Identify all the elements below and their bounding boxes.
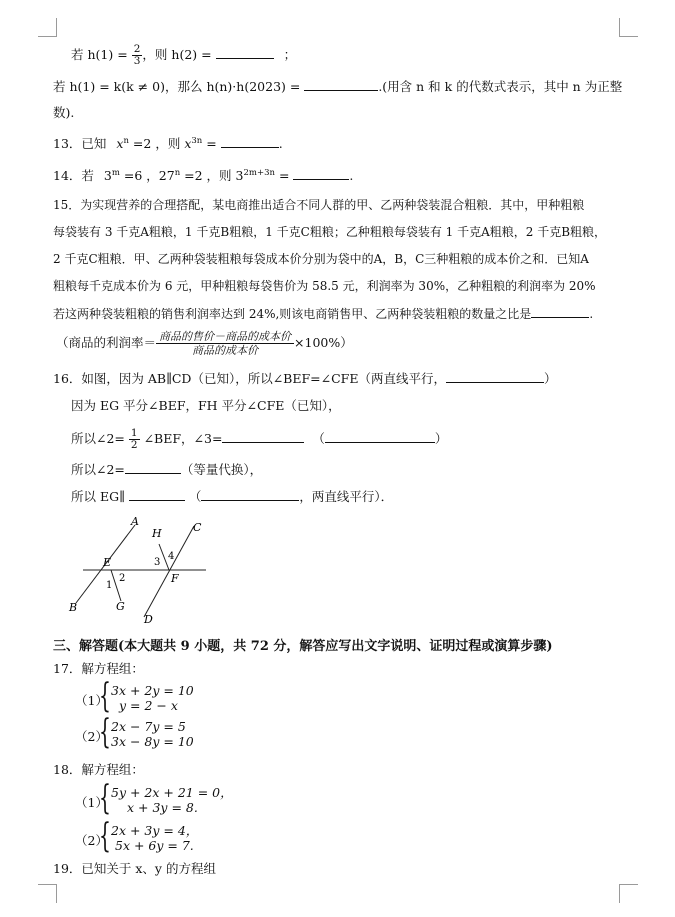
question-16-line1: 16．如图，因为 AB∥CD（已知），所以∠BEF=∠CFE（两直线平行， ）: [53, 371, 557, 386]
answer-blank[interactable]: [293, 166, 349, 180]
question-19: 19．已知关于 x、y 的方程组: [53, 861, 216, 876]
answer-blank[interactable]: [125, 460, 181, 474]
corner-mark-bottom-left: [38, 884, 57, 903]
angle-1-label: 1: [106, 580, 113, 591]
corner-mark-bottom-right: [619, 884, 638, 903]
parallel-lines-figure: [60, 513, 220, 625]
label-F: F: [171, 572, 179, 585]
label-C: C: [193, 521, 202, 534]
label-A: A: [131, 515, 139, 528]
answer-blank[interactable]: [216, 45, 274, 59]
label-D: D: [144, 613, 153, 625]
answer-blank[interactable]: [446, 369, 544, 383]
section-3-heading: 三、解答题(本大题共 9 小题，共 72 分，解答应写出文字说明、证明过程或演算步骤): [53, 639, 553, 654]
question-13: 13．已知 $x^n =2$ ，则 $x^{3n}$ = .: [53, 136, 283, 151]
answer-blank[interactable]: [129, 487, 185, 501]
answer-blank[interactable]: [221, 134, 279, 148]
question-15-line1: 15．为实现营养的合理搭配，某电商推出适合不同人群的甲、乙两种袋装混合粗粮．其中，甲种粗粮: [53, 198, 585, 212]
angle-4-label: 4: [168, 551, 175, 562]
answer-blank[interactable]: [201, 487, 299, 501]
label-H: H: [152, 527, 162, 540]
label-G: G: [116, 600, 125, 613]
label-E: E: [103, 556, 112, 569]
angle-3-label: 3: [154, 557, 161, 568]
angle-2-label: 2: [119, 573, 126, 584]
answer-blank[interactable]: [325, 429, 435, 443]
question-18: 18．解方程组：: [53, 762, 144, 777]
q12-fraction: $\frac{2}{3}$: [133, 43, 141, 67]
corner-mark-top-right: [619, 18, 638, 37]
q12-part-b: 若 h(1) = k(k ≠ 0)，那么 h(n)·h(2023) = .(用含 n 和 k 的代数式表示，其中 n 为正整: [53, 79, 623, 94]
answer-blank[interactable]: [304, 77, 378, 91]
answer-blank[interactable]: [222, 429, 304, 443]
question-15-line4: 粗粮每千克成本价为 6 元，甲种粗粮每袋售价为 58.5 元，利润率为 30%，乙种粗粮的利润率为 20%: [53, 279, 596, 293]
answer-blank[interactable]: [531, 304, 589, 318]
label-B: B: [69, 601, 78, 614]
question-16-line4: 所以∠2= （等量代换），: [71, 462, 263, 477]
question-16-line2: 因为 EG 平分∠BEF，FH 平分∠CFE（已知），: [71, 398, 341, 413]
question-14: 14．若 $3^m =6$ ，$27^n =2$ ，则 $3^{2m+3n}$ = .: [53, 168, 354, 183]
profit-rate-formula: （商品的利润率＝ $\frac{\text{商品的售价－商品的成本价}}{\text{商品的成本价}}$ ×100%）: [56, 330, 353, 357]
q12-part-b-tail: 数).: [53, 105, 75, 120]
question-15-line2: 每袋装有 3 千克A粗粮，1 千克B粗粮，1 千克C粗粮；乙种粗粮每袋装有 1 千克A粗粮，2 千克B粗粮，: [53, 225, 607, 239]
question-15-line5: 若这两种袋装粗粮的销售利润率达到 24%,则该电商销售甲、乙两种袋装粗粮的数量之比是 .: [53, 304, 593, 323]
corner-mark-top-left: [38, 18, 57, 37]
question-16-line3: 所以∠2= $\frac{1}{2}$ ∠BEF，∠3= （ ）: [71, 427, 448, 451]
question-17: 17．解方程组：: [53, 661, 144, 676]
question-15-line3: 2 千克C粗粮．甲、乙两种袋装粗粮每袋成本价分别为袋中的A，B，C三种粗粮的成本价之和．已知A: [53, 252, 589, 266]
q12-part-a: 若 h(1) = $\frac{2}{3}$ ，则 h(2) = ；: [71, 43, 297, 67]
question-16-line5: 所以 EG∥ （ ，两直线平行）．: [71, 489, 394, 504]
